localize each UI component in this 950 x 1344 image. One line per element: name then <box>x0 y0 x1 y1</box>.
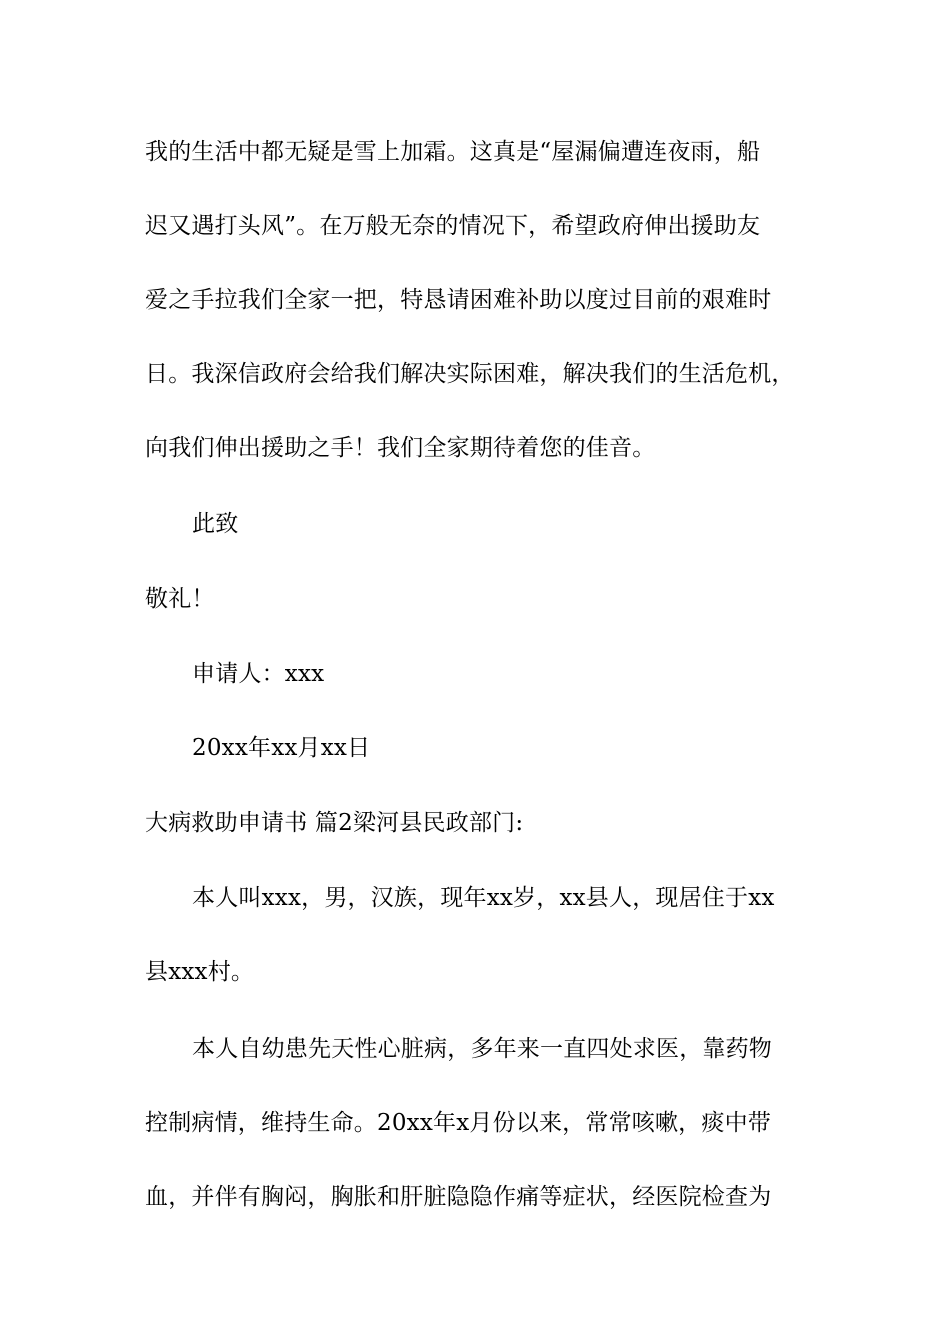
body-text-line: 日。我深信政府会给我们解决实际困难，解决我们的生活危机， <box>145 361 795 387</box>
body-text-line: 向我们伸出援助之手！我们全家期待着您的佳音。 <box>145 435 656 461</box>
closing-line: 敬礼！ <box>145 586 215 612</box>
section-heading: 大病救助申请书 篇2梁河县民政部门: <box>145 810 524 836</box>
body-text-line: 本人叫xxx，男，汉族，现年xx岁，xx县人，现居住于xx <box>192 885 775 911</box>
date-line: 20xx年xx月xx日 <box>192 735 371 761</box>
applicant-line: 申请人：xxx <box>192 661 325 687</box>
salutation-line: 此致 <box>192 511 239 537</box>
body-text-line: 控制病情，维持生命。20xx年x月份以来，常常咳嗽，痰中带 <box>145 1110 771 1136</box>
body-text-line: 迟又遇打头风”。在万般无奈的情况下，希望政府伸出援助友 <box>145 213 761 239</box>
body-text-line: 我的生活中都无疑是雪上加霜。这真是“屋漏偏遭连夜雨，船 <box>145 139 761 165</box>
body-text-line: 县xxx村。 <box>145 959 255 985</box>
body-text-line: 爱之手拉我们全家一把，特恳请困难补助以度过目前的艰难时 <box>145 287 772 313</box>
body-text-line: 本人自幼患先天性心脏病，多年来一直四处求医，靠药物 <box>192 1036 772 1062</box>
body-text-line: 血，并伴有胸闷，胸胀和肝脏隐隐作痛等症状，经医院检查为 <box>145 1184 772 1210</box>
